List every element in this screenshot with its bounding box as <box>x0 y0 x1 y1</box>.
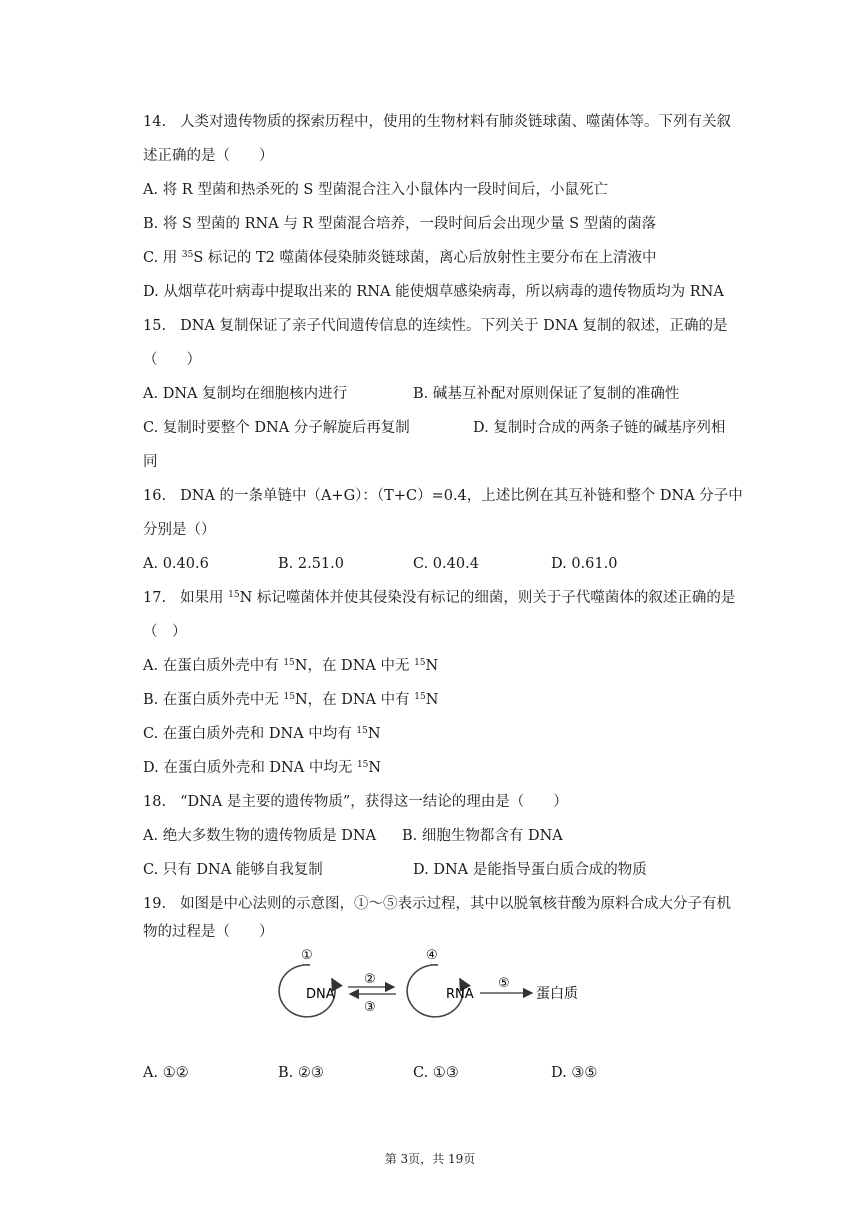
q18-option-a: A. 绝大多数生物的遗传物质是 DNA <box>143 828 377 844</box>
q19-option-c: C. ①③ <box>413 1065 459 1081</box>
q18-number: 18. <box>143 794 167 810</box>
q18-stem-line1 <box>143 792 568 812</box>
q17-option-c-part1: C. 在蛋白质外壳和 DNA 中均有 <box>143 726 357 742</box>
q15-option-a: A. DNA 复制均在细胞核内进行 <box>143 386 348 402</box>
q17-option-d-part1: D. 在蛋白质外壳和 DNA 中均无 <box>143 760 357 776</box>
page-footer: 第 3页，共 19页 <box>384 1152 476 1166</box>
q17-option-d-sup: 15 <box>356 760 369 770</box>
q14-option-b: B. 将 S 型菌的 RNA 与 R 型菌混合培养，一段时间后会出现少量 S 型菌的菌落 <box>143 216 657 232</box>
label-process-5: ⑤ <box>498 976 510 991</box>
q17-option-a-sup2: 15 <box>414 658 426 668</box>
q19-option-b: B. ②③ <box>278 1065 324 1081</box>
central-dogma-diagram <box>270 945 600 1025</box>
q17-stem-pre: 如果用 <box>180 590 229 606</box>
q16-stem-text: DNA 的一条单链中（A+G）：（T+C）=0.4，上述比例在其互补链和整个 DNA 分子中 <box>180 488 743 504</box>
q17-option-c-sup: 15 <box>356 726 368 736</box>
q14-option-c-pre: C. 用 <box>143 250 182 266</box>
q16-option-c: C. 0.40.4 <box>413 556 479 572</box>
q17-option-a-part3: N <box>425 658 439 674</box>
q17-option-b-sup1: 15 <box>283 692 295 702</box>
q17-option-a <box>143 656 438 676</box>
q17-option-b-part3: N <box>425 692 439 708</box>
q15-option-d: D. 复制时合成的两条子链的碱基序列相 <box>473 420 726 436</box>
q19-option-a: A. ①② <box>143 1065 189 1081</box>
label-process-2: ② <box>364 972 376 987</box>
q17-stem-sup: 15 <box>228 590 240 600</box>
q19-stem-line1 <box>143 894 731 914</box>
q17-option-b <box>143 690 438 710</box>
q15-stem-line1 <box>143 316 727 336</box>
q19-number: 19. <box>143 896 167 912</box>
q15-number: 15. <box>143 318 167 334</box>
q15-option-b: B. 碱基互补配对原则保证了复制的准确性 <box>413 386 680 402</box>
q16-option-d: D. 0.61.0 <box>551 556 618 572</box>
label-protein: 蛋白质 <box>536 986 578 1002</box>
q17-option-a-part2: N，在 DNA 中无 <box>294 658 415 674</box>
q17-option-c-part2: N <box>367 726 381 742</box>
q17-option-a-part1: A. 在蛋白质外壳中有 <box>143 658 284 674</box>
q17-stem-line1 <box>143 588 735 608</box>
q17-option-b-part1: B. 在蛋白质外壳中无 <box>143 692 284 708</box>
q19-stem-line2: 物的过程是（ ） <box>143 924 274 940</box>
label-process-3: ③ <box>364 1000 376 1015</box>
q17-stem-line2: （ ） <box>143 624 187 640</box>
q17-option-c <box>143 724 381 744</box>
q16-option-b: B. 2.51.0 <box>278 556 344 572</box>
q14-option-a: A. 将 R 型菌和热杀死的 S 型菌混合注入小鼠体内一段时间后，小鼠死亡 <box>143 182 608 198</box>
q19-stem-text: 如图是中心法则的示意图，①～⑤表示过程，其中以脱氧核苷酸为原料合成大分子有机 <box>180 896 732 912</box>
q17-option-b-part2: N，在 DNA 中有 <box>294 692 415 708</box>
q16-stem-line1 <box>143 486 743 506</box>
q14-stem-line2: 述正确的是（ ） <box>143 148 274 164</box>
q14-number: 14. <box>143 114 167 130</box>
q14-stem-text: 人类对遗传物质的探索历程中，使用的生物材料有肺炎链球菌、噬菌体等。下列有关叙 <box>180 114 732 130</box>
q14-option-c-post: S 标记的 T2 噬菌体侵染肺炎链球菌，离心后放射性主要分布在上清液中 <box>193 250 657 266</box>
q17-option-d-part2: N <box>368 760 382 776</box>
q18-option-b: B. 细胞生物都含有 DNA <box>402 828 563 844</box>
q16-option-a: A. 0.40.6 <box>143 556 209 572</box>
q18-option-d: D. DNA 是能指导蛋白质合成的物质 <box>413 862 647 878</box>
q17-option-a-sup1: 15 <box>283 658 295 668</box>
q18-stem-text: “DNA 是主要的遗传物质”，获得这一结论的理由是（ ） <box>180 794 568 810</box>
q15-option-c: C. 复制时要整个 DNA 分子解旋后再复制 <box>143 420 410 436</box>
q14-option-c <box>143 248 657 268</box>
q16-number: 16. <box>143 488 167 504</box>
q14-option-d: D. 从烟草花叶病毒中提取出来的 RNA 能使烟草感染病毒，所以病毒的遗传物质均为 RNA <box>143 284 724 300</box>
label-process-4: ④ <box>426 948 438 963</box>
q17-option-b-sup2: 15 <box>414 692 426 702</box>
q18-option-c: C. 只有 DNA 能够自我复制 <box>143 862 323 878</box>
label-rna: RNA <box>446 987 474 1002</box>
q16-stem-line2: 分别是（） <box>143 522 216 538</box>
q15-stem-text: DNA 复制保证了亲子代间遗传信息的连续性。下列关于 DNA 复制的叙述，正确的是 <box>180 318 728 334</box>
q15-option-d-cont: 同 <box>143 454 158 470</box>
q19-option-d: D. ③⑤ <box>551 1065 598 1081</box>
q14-stem-line1 <box>143 112 731 132</box>
q17-option-d <box>143 758 381 778</box>
label-process-1: ① <box>301 948 313 963</box>
label-dna: DNA <box>306 987 335 1002</box>
q17-stem-post: N 标记噬菌体并使其侵染没有标记的细菌，则关于子代噬菌体的叙述正确的是 <box>239 590 736 606</box>
q17-number: 17. <box>143 590 167 606</box>
q14-option-c-sup: 35 <box>181 250 194 260</box>
q15-stem-line2: （ ） <box>143 352 201 368</box>
